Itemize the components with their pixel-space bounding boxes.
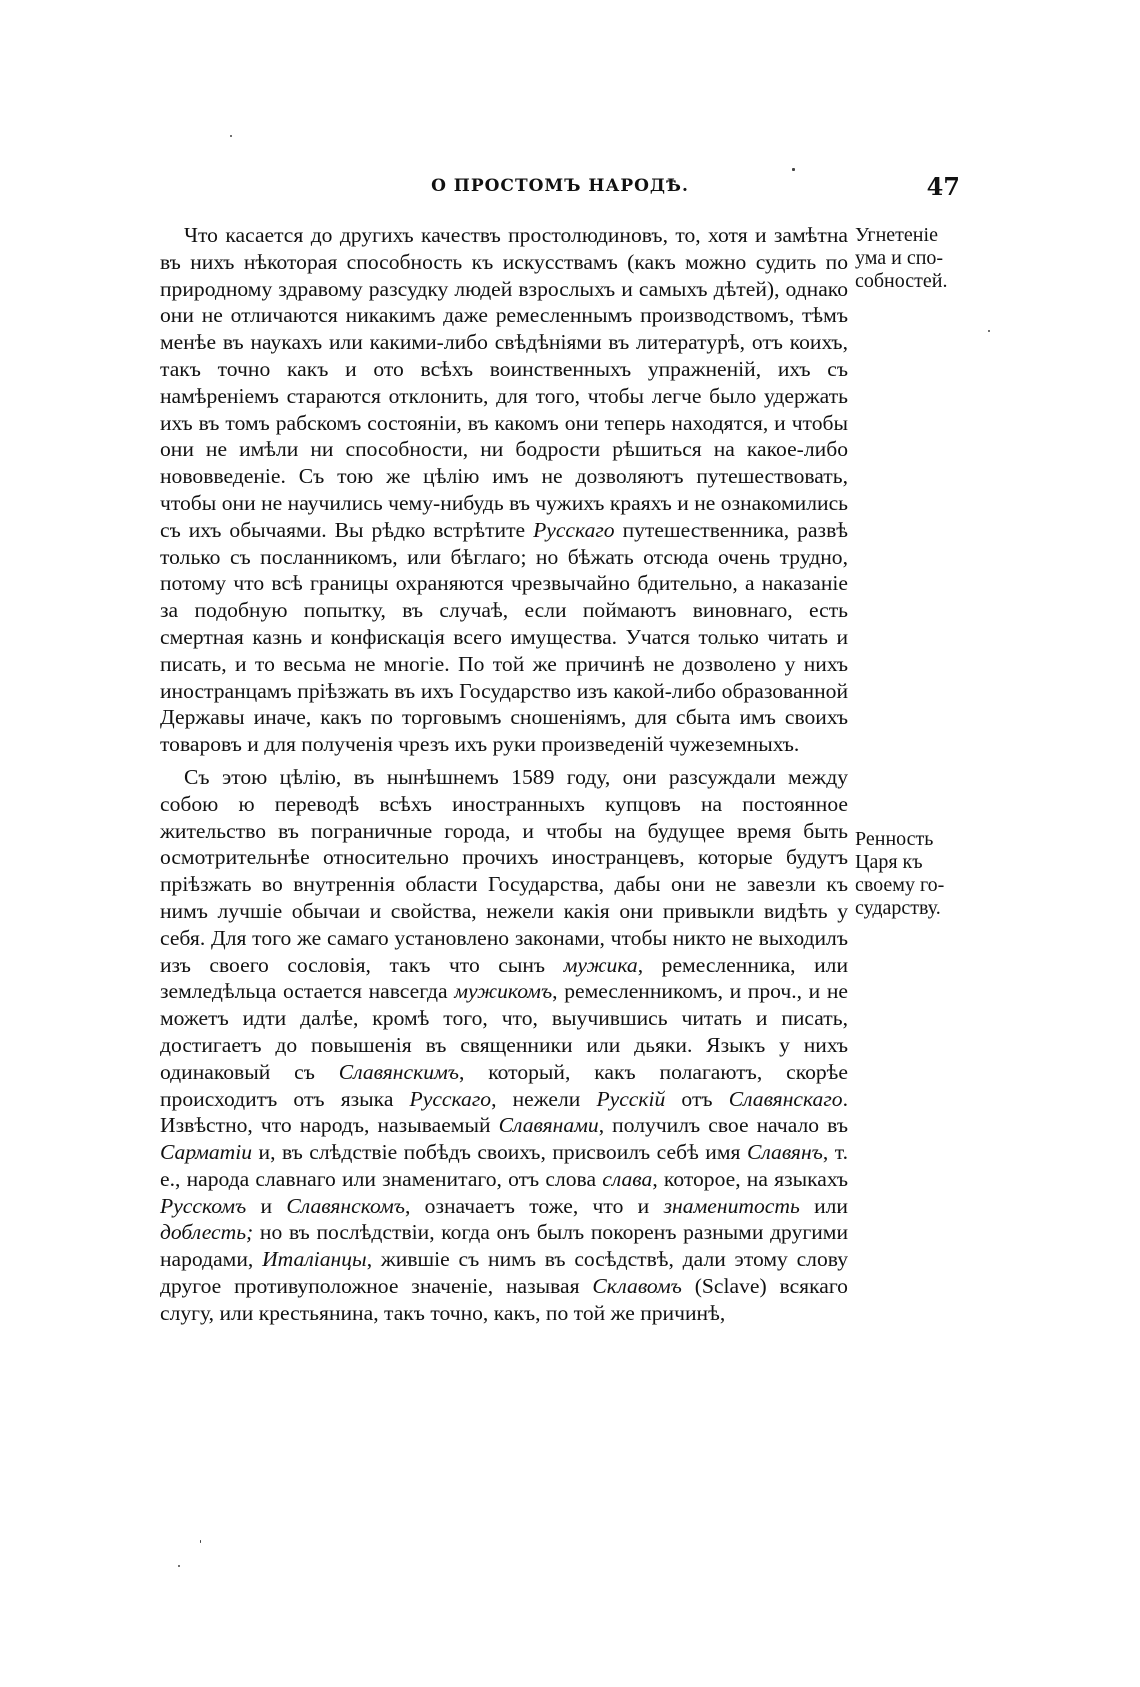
text-run: . Извѣстно, что народъ, называемый xyxy=(160,1086,848,1138)
text-run: Что касается до другихъ качествъ простолюдиновъ, то, хотя и замѣтна въ нихъ нѣкоторая способность къ искусствамъ (какъ можно судить по природному здравому разсудку людей взрослыхъ и самыхъ дѣтей), однако они не отличаются никакимъ даже ремесленнымъ производствомъ, тѣмъ менѣе въ наукахъ или какими-либо свѣдѣніями въ литературѣ, отъ коихъ, такъ точно какъ и ото всѣхъ воинственныхъ упражненій, ихъ съ намѣреніемъ стараются отклонить, для того, чтобы легче было удержать ихъ въ томъ рабскомъ состояніи, въ какомъ они теперь находятся, и чтобы они не имѣли ни способности, ни бодрости рѣшиться на какое-либо нововведеніе. Съ тою же цѣлію имъ не дозволяютъ путешествовать, чтобы они не научились чему-нибудь въ чужихъ краяхъ и не ознакомились съ ихъ обычаями. Вы рѣдко встрѣтите xyxy=(160,223,848,542)
running-header xyxy=(160,172,960,204)
text-run: Съ этою цѣлію, въ нынѣшнемъ 1589 году, они разсуждали между собою ю переводѣ всѣхъ иностранныхъ купцовъ на постоянное жительство въ пограничные города, и чтобы на будущее время быть осмотрительнѣе относительно прочихъ иностранцевъ, которые будутъ пріѣзжать во внутреннія области Государства, дабы они не завезли къ нимъ лучшіе обычаи и свойства, нежели какія они привыкли видѣть у себя. Для того же самаго установлено законами, чтобы никто не выходилъ изъ своего сословія, такъ что сынъ xyxy=(160,764,848,977)
text-run: , получилъ свое начало въ xyxy=(598,1113,849,1138)
print-speck xyxy=(200,1540,201,1543)
text-run: и xyxy=(246,1193,287,1218)
print-speck xyxy=(988,330,990,332)
page-number: 47 xyxy=(926,172,960,201)
text-run: или xyxy=(799,1193,848,1218)
text-run: , жившіе съ нимъ въ сосѣдствѣ, дали этому слову другое противуположное значеніе, называя xyxy=(160,1247,848,1299)
body-text xyxy=(160,222,848,1333)
italic-term: Русскомъ xyxy=(160,1193,247,1218)
text-run: , т. е., народа славнаго или знаменитаго, отъ слова xyxy=(160,1140,848,1191)
italic-term: Русскаго xyxy=(409,1086,492,1111)
text-run: (Sclave) всякаго слугу, или крестьянина, такъ точно, какъ, по той же причинѣ, xyxy=(160,1274,848,1325)
margin-note-oppression: Угнетеніе ума и спо-собностей. xyxy=(855,224,948,292)
margin-note-tsar-zeal: Ренность Царя къ своему го-сударству. xyxy=(855,828,945,919)
running-title: О ПРОСТОМЪ НАРОДѢ. xyxy=(431,176,689,196)
text-run: отъ xyxy=(665,1086,729,1111)
text-run: , означаетъ тоже, что и xyxy=(404,1193,664,1218)
italic-term: Славянскаго xyxy=(728,1086,843,1111)
text-run: , ремесленника, или земледѣльца остается навсегда xyxy=(160,952,848,1004)
italic-term: доблесть; xyxy=(160,1220,254,1245)
italic-term: Италіанцы xyxy=(262,1247,367,1272)
italic-term: Склавомъ xyxy=(592,1274,682,1299)
text-run: , который, какъ полагаютъ, скорѣе происходитъ отъ языка xyxy=(160,1059,848,1111)
print-speck xyxy=(230,135,232,137)
text-run: и, въ слѣдствіе побѣдъ своихъ, присвоилъ себѣ имя xyxy=(252,1140,747,1165)
print-speck xyxy=(792,168,795,171)
text-run: путешественника, развѣ только съ посланникомъ, или бѣглаго; но бѣжать отсюда очень трудно, потому что всѣ границы охраняются чрезвычайно бдительно, а наказаніе за подобную попытку, въ случаѣ, если поймаютъ виновнаго, есть смертная казнь и конфискація всего имущества. Учатся только читать и писать, и то весьма не многіе. По той же причинѣ не дозволено у нихъ иностранцамъ пріѣзжать въ ихъ Государство изъ какой-либо образованной Державы иначе, какъ по торговымъ сношеніямъ, для сбыта имъ своихъ товаровъ и для полученія чрезъ ихъ руки произведеній чужеземныхъ. xyxy=(160,517,848,757)
italic-term: Славянами xyxy=(498,1113,599,1138)
paragraph-1 xyxy=(160,222,848,758)
italic-term: мужикомъ xyxy=(454,979,553,1004)
italic-term: Сарматіи xyxy=(160,1140,253,1165)
italic-term: Славянскомъ xyxy=(286,1193,405,1218)
paragraph-2 xyxy=(160,764,848,1327)
text-run: но въ послѣдствіи, когда онъ былъ покоренъ разными другими народами, xyxy=(160,1220,848,1272)
italic-term: знаменитость xyxy=(663,1193,800,1218)
italic-term: Русскаго xyxy=(533,517,615,542)
text-run: , нежели xyxy=(491,1086,597,1111)
print-speck xyxy=(178,1565,180,1567)
text-run: , которое, на языкахъ xyxy=(652,1166,848,1191)
italic-term: мужика xyxy=(563,952,638,977)
italic-term: Славянъ xyxy=(746,1140,823,1165)
italic-term: Русскій xyxy=(596,1086,666,1111)
italic-term: слава xyxy=(602,1166,653,1191)
italic-term: Славянскимъ xyxy=(338,1059,459,1084)
text-run: , ремесленникомъ, и проч., и не можетъ идти далѣе, кромѣ того, что, выучившись читать и писать, достигаетъ до повышенія въ священники или дьяки. Языкъ у нихъ одинаковый съ xyxy=(160,979,848,1084)
